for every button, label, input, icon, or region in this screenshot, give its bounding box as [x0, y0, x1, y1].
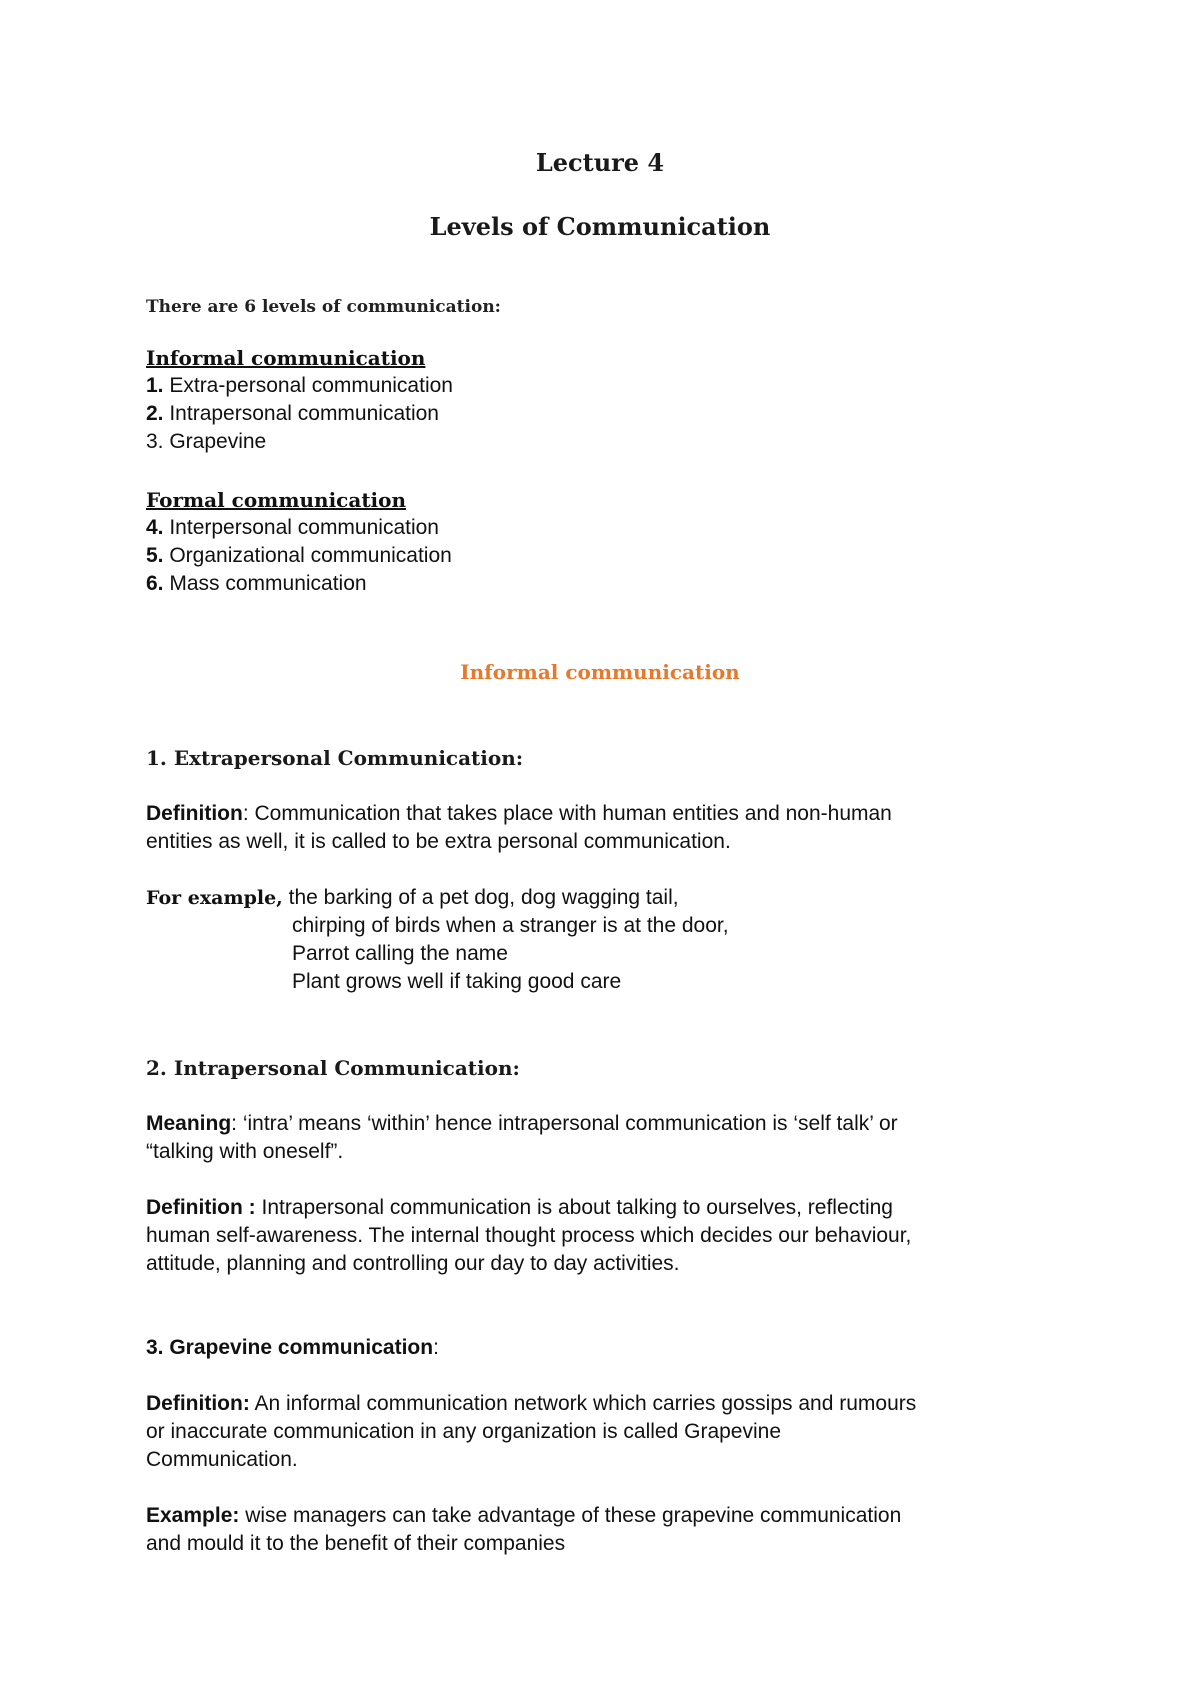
intrapersonal-meaning-cont: “talking with oneself”.	[146, 1140, 344, 1163]
intrapersonal-definition-cont: human self-awareness. The internal thought process which decides our behaviour,	[146, 1224, 912, 1247]
informal-heading: Informal communication	[146, 346, 426, 370]
example-line: chirping of birds when a stranger is at the door,	[292, 914, 729, 937]
grapevine-example-cont: and mould it to the benefit of their companies	[146, 1532, 566, 1555]
example-line: Plant grows well if taking good care	[292, 970, 622, 993]
intrapersonal-heading: 2. Intrapersonal Communication:	[146, 1056, 520, 1080]
intrapersonal-meaning: Meaning: ‘intra’ means ‘within’ hence intrapersonal communication is ‘self talk’ or	[146, 1112, 898, 1135]
list-item: 4. Interpersonal communication	[146, 516, 439, 539]
section-title: Informal communication	[460, 660, 740, 684]
extrapersonal-definition-cont: entities as well, it is called to be extra personal communication.	[146, 830, 731, 853]
grapevine-definition-cont: or inaccurate communication in any organization is called Grapevine	[146, 1420, 782, 1443]
grapevine-definition-cont: Communication.	[146, 1448, 298, 1471]
intrapersonal-definition-cont: attitude, planning and controlling our day to day activities.	[146, 1252, 680, 1275]
list-item: 2. Intrapersonal communication	[146, 402, 439, 425]
formal-heading: Formal communication	[146, 488, 407, 512]
list-item: 1. Extra-personal communication	[146, 374, 453, 397]
grapevine-example: Example: wise managers can take advantage of these grapevine communication	[146, 1504, 902, 1527]
intro-line: There are 6 levels of communication:	[146, 297, 501, 317]
list-item: 5. Organizational communication	[146, 544, 452, 567]
grapevine-definition: Definition: An informal communication network which carries gossips and rumours	[146, 1392, 917, 1415]
example-line: Parrot calling the name	[292, 942, 508, 965]
extrapersonal-definition: Definition: Communication that takes place with human entities and non-human	[146, 802, 892, 825]
grapevine-heading: 3. Grapevine communication:	[146, 1336, 439, 1359]
list-item: 3. Grapevine	[146, 430, 267, 453]
lecture-title: Lecture 4	[535, 148, 665, 177]
document-subtitle: Levels of Communication	[429, 212, 771, 241]
intrapersonal-definition: Definition : Intrapersonal communication is about talking to ourselves, reflecting	[146, 1196, 893, 1219]
extrapersonal-heading: 1. Extrapersonal Communication:	[146, 746, 524, 770]
extrapersonal-example: For example, the barking of a pet dog, dog wagging tail,	[146, 886, 679, 909]
list-item: 6. Mass communication	[146, 572, 367, 595]
